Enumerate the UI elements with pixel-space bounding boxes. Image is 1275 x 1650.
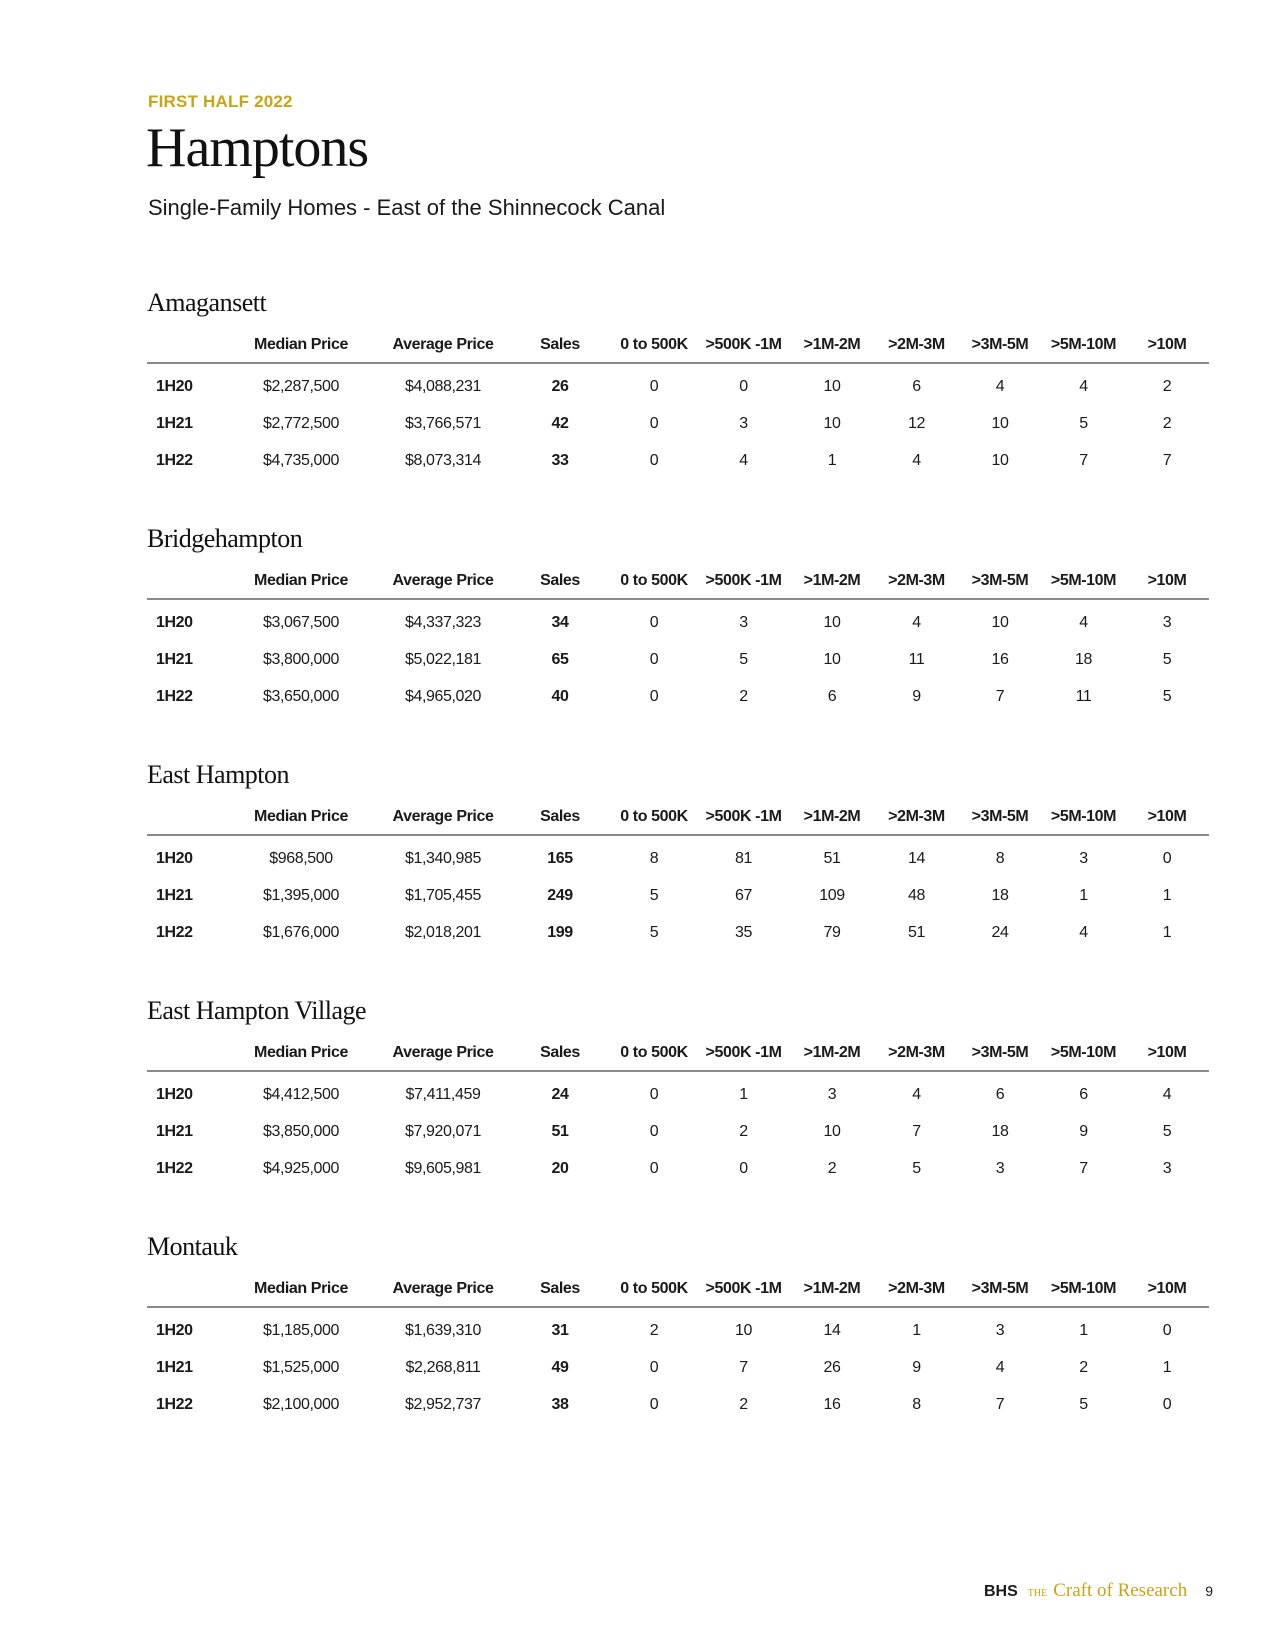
table-cell: 1H20 [156,377,193,395]
page-subtitle: Single-Family Homes - East of the Shinnecock Canal [148,195,666,220]
table-header-row [147,564,1209,599]
table-cell: 6 [995,1085,1005,1103]
table-cell: 51 [823,849,841,867]
column-header: >2M-3M [875,1036,958,1071]
column-header: Median Price [226,1272,376,1307]
column-header: >1M-2M [789,1272,875,1307]
table-cell: 7 [912,1122,921,1140]
section-montauk [147,1232,1212,1423]
table-cell: 18 [1075,650,1092,668]
table-cell: 38 [551,1395,569,1413]
table-cell: 10 [823,613,841,631]
table-header-row [147,1036,1209,1071]
column-header: Sales [510,1036,610,1071]
column-header: Sales [510,328,610,363]
table-row [147,363,1209,405]
table-cell: $1,525,000 [262,1358,340,1376]
table-cell: 4 [739,451,748,469]
table-cell: 10 [823,650,841,668]
table-cell: 0 [649,1358,659,1376]
table-cell: 6 [1079,1085,1088,1103]
table-cell: 1H22 [156,687,193,705]
table-row [147,405,1209,442]
table-header-row [147,328,1209,363]
column-header: >500K -1M [698,564,789,599]
column-header: >10M [1125,1272,1209,1307]
section-bridgehampton [147,524,1212,715]
table-cell: 1H22 [156,1395,193,1413]
table-cell: 1 [739,1085,748,1103]
table-cell: 1H22 [156,451,193,469]
table-cell: 18 [991,1122,1009,1140]
table-cell: $3,650,000 [262,687,340,705]
column-header: 0 to 500K [610,800,698,835]
table-cell: 1 [1162,886,1172,904]
table-cell: 10 [823,1122,841,1140]
table-cell: $7,411,459 [405,1085,481,1103]
table-cell: $4,925,000 [262,1159,340,1177]
table-cell: $4,735,000 [262,451,340,469]
table-cell: 12 [908,414,925,432]
section-title: Bridgehampton [147,524,303,553]
table-row [147,641,1209,678]
table-cell: 249 [547,886,573,904]
table-cell: 8 [649,849,659,867]
table-cell: 14 [823,1321,841,1339]
table-cell: 5 [649,886,659,904]
table-cell: 7 [1079,451,1088,469]
table-cell: 5 [1162,650,1172,668]
table-cell: $4,965,020 [404,687,482,705]
table-cell: 4 [912,451,921,469]
table-cell: 16 [991,650,1009,668]
table-cell: 10 [823,377,841,395]
table-cell: 199 [547,923,573,941]
table-cell: $3,800,000 [262,650,340,668]
table-cell: 6 [912,377,921,395]
table-cell: 1 [1162,923,1172,941]
table-cell: 1 [1079,1321,1088,1339]
table-cell: 5 [1079,414,1088,432]
column-header: >2M-3M [875,564,958,599]
table-cell: 3 [827,1085,837,1103]
table-row [147,914,1209,951]
table-cell: 0 [649,687,659,705]
table-cell: 2 [1162,414,1172,432]
table-cell: 0 [1162,1395,1172,1413]
table-cell: 9 [912,1358,921,1376]
table-cell: $1,395,000 [262,886,340,904]
column-header: Average Price [376,1036,510,1071]
section-title: Montauk [147,1232,238,1261]
table-cell: 1 [1162,1358,1172,1376]
table-row [147,1307,1209,1349]
table-cell: $3,067,500 [262,613,340,631]
table-cell: 7 [1162,451,1172,469]
table-cell: 2 [739,687,748,705]
table-row [147,1071,1209,1113]
table-cell: 0 [649,414,659,432]
table-cell: 0 [1162,849,1172,867]
table-cell: 0 [1162,1321,1172,1339]
column-header: Median Price [226,1036,376,1071]
column-header: Median Price [226,328,376,363]
table-cell: 9 [1079,1122,1088,1140]
table-cell: 1H20 [156,1321,193,1339]
table-cell: 42 [551,414,569,432]
table-cell: 2 [649,1321,659,1339]
column-header: Average Price [376,1272,510,1307]
column-header: >500K -1M [698,800,789,835]
column-header: >3M-5M [958,800,1042,835]
column-header: >1M-2M [789,328,875,363]
table-cell: 1H21 [156,650,193,668]
table-row [147,877,1209,914]
table-cell: 1 [912,1321,921,1339]
column-header: >500K -1M [698,328,789,363]
table-cell: 1H22 [156,1159,193,1177]
table-cell: 3 [739,613,748,631]
table-cell: 7 [739,1358,748,1376]
table-cell: 3 [1162,613,1172,631]
sales-table [147,800,1209,951]
table-cell: 10 [823,414,841,432]
table-cell: 51 [908,923,925,941]
table-cell: 7 [995,687,1005,705]
table-cell: 0 [649,613,659,631]
table-cell: $7,920,071 [404,1122,482,1140]
table-cell: 109 [819,886,845,904]
table-header-row [147,800,1209,835]
table-cell: 24 [991,923,1009,941]
table-cell: $8,073,314 [404,451,482,469]
table-cell: 1 [827,451,837,469]
table-cell: 5 [1079,1395,1088,1413]
table-cell: 14 [908,849,925,867]
table-cell: 26 [823,1358,841,1376]
table-row [147,1150,1209,1187]
column-header: >500K -1M [698,1272,789,1307]
table-cell: 51 [551,1122,569,1140]
table-cell: 2 [739,1395,748,1413]
table-cell: 24 [551,1085,569,1103]
column-header: >2M-3M [875,800,958,835]
column-header: >3M-5M [958,1272,1042,1307]
table-cell: 3 [1162,1159,1172,1177]
table-cell: 5 [1162,687,1172,705]
table-cell: $1,639,310 [404,1321,482,1339]
footer [984,1580,1213,1602]
table-cell: 26 [551,377,569,395]
table-cell: $2,268,811 [405,1358,481,1376]
table-cell: 16 [823,1395,841,1413]
table-cell: 2 [827,1159,837,1177]
table-cell: 0 [649,377,659,395]
section-east-hampton-village [147,996,1212,1187]
table-cell: $1,340,985 [404,849,482,867]
sales-table [147,328,1209,479]
column-header: 0 to 500K [610,564,698,599]
table-cell: $2,952,737 [404,1395,482,1413]
column-header: >3M-5M [958,328,1042,363]
column-header: >5M-10M [1042,1036,1125,1071]
sales-table [147,1272,1209,1423]
table-cell: 5 [1162,1122,1172,1140]
table-cell: 18 [991,886,1009,904]
table-cell: $1,185,000 [262,1321,340,1339]
table-cell: 5 [739,650,748,668]
table-cell: 4 [1079,923,1088,941]
table-cell: 4 [995,377,1005,395]
table-cell: 48 [908,886,925,904]
table-cell: 35 [735,923,752,941]
table-cell: 5 [649,923,659,941]
table-cell: 1H21 [156,414,193,432]
column-header: >10M [1125,328,1209,363]
column-header: >5M-10M [1042,328,1125,363]
column-header [147,328,226,363]
table-cell: $2,100,000 [262,1395,340,1413]
table-cell: $2,018,201 [404,923,482,941]
table-cell: 9 [912,687,921,705]
table-cell: 1 [1079,886,1088,904]
table-cell: 2 [1162,377,1172,395]
section-title: East Hampton Village [147,996,367,1025]
table-cell: 1H21 [156,886,193,904]
section-amagansett [147,288,1212,479]
column-header [147,800,226,835]
column-header: >5M-10M [1042,564,1125,599]
table-cell: 6 [827,687,837,705]
table-cell: $1,705,455 [404,886,482,904]
column-header: >1M-2M [789,1036,875,1071]
column-header: Median Price [226,564,376,599]
table-cell: $5,022,181 [404,650,482,668]
eyebrow-label: FIRST HALF 2022 [148,92,293,111]
column-header: Average Price [376,564,510,599]
table-cell: 4 [912,613,921,631]
column-header: Sales [510,800,610,835]
table-cell: 20 [551,1159,569,1177]
table-cell: $4,337,323 [404,613,482,631]
column-header: Sales [510,1272,610,1307]
table-cell: 0 [739,377,748,395]
column-header: 0 to 500K [610,1036,698,1071]
table-cell: 1H21 [156,1358,193,1376]
footer-brand: BHS [983,1583,1018,1600]
table-row [147,1386,1209,1423]
table-row [147,1113,1209,1150]
column-header: >1M-2M [789,564,875,599]
table-cell: 10 [991,613,1009,631]
table-cell: $1,676,000 [262,923,340,941]
table-cell: 11 [908,650,925,668]
section-title: East Hampton [147,760,290,789]
table-cell: $3,766,571 [404,414,482,432]
footer-tagline: Craft of Research [1053,1580,1188,1601]
column-header: >500K -1M [698,1036,789,1071]
table-row [147,678,1209,715]
table-cell: $2,772,500 [262,414,340,432]
table-cell: 0 [649,1395,659,1413]
table-cell: 31 [551,1321,569,1339]
column-header: Sales [510,564,610,599]
page-number: 9 [1205,1583,1213,1599]
column-header: >3M-5M [958,1036,1042,1071]
column-header [147,564,226,599]
sales-table [147,1036,1209,1187]
footer-the: THE [1027,1588,1048,1599]
table-cell: $9,605,981 [404,1159,482,1177]
table-cell: $3,850,000 [262,1122,340,1140]
table-cell: 34 [551,613,569,631]
table-cell: 4 [1079,613,1088,631]
table-cell: 0 [649,1085,659,1103]
table-cell: 0 [649,1122,659,1140]
table-cell: 49 [551,1358,569,1376]
table-cell: 1H21 [156,1122,193,1140]
table-cell: 3 [995,1321,1005,1339]
table-cell: 79 [823,923,841,941]
table-cell: 10 [991,451,1009,469]
column-header [147,1036,226,1071]
table-cell: 67 [735,886,752,904]
column-header [147,1272,226,1307]
table-cell: 10 [735,1321,752,1339]
table-cell: 1H22 [156,923,193,941]
table-cell: $4,088,231 [404,377,482,395]
table-row [147,835,1209,877]
column-header: >10M [1125,800,1209,835]
table-cell: 3 [1079,849,1088,867]
table-cell: 81 [735,849,752,867]
table-header-row [147,1272,1209,1307]
table-row [147,1349,1209,1386]
table-cell: 0 [649,650,659,668]
table-cell: $2,287,500 [262,377,340,395]
table-cell: 1H20 [156,613,193,631]
table-cell: 40 [551,687,569,705]
section-east-hampton [147,760,1212,951]
column-header: >1M-2M [789,800,875,835]
page-title: Hamptons [146,117,369,179]
column-header: >5M-10M [1042,1272,1125,1307]
column-header: >5M-10M [1042,800,1125,835]
table-cell: 11 [1075,687,1092,705]
table-cell: 4 [1162,1085,1172,1103]
table-cell: 7 [1079,1159,1088,1177]
table-cell: $968,500 [269,849,333,867]
table-cell: 8 [912,1395,921,1413]
table-cell: 10 [991,414,1009,432]
table-cell: $4,412,500 [262,1085,340,1103]
column-header: Average Price [376,800,510,835]
column-header: 0 to 500K [610,1272,698,1307]
column-header: Average Price [376,328,510,363]
table-cell: 2 [1079,1358,1088,1376]
table-cell: 0 [739,1159,748,1177]
table-cell: 33 [551,451,569,469]
table-cell: 3 [739,414,748,432]
table-cell: 0 [649,451,659,469]
table-cell: 4 [995,1358,1005,1376]
table-cell: 65 [551,650,569,668]
table-cell: 2 [739,1122,748,1140]
table-row [147,599,1209,641]
sales-table [147,564,1209,715]
table-cell: 0 [649,1159,659,1177]
column-header: >2M-3M [875,328,958,363]
table-row [147,442,1209,479]
table-cell: 4 [1079,377,1088,395]
table-cell: 7 [995,1395,1005,1413]
table-cell: 3 [995,1159,1005,1177]
section-title: Amagansett [147,288,267,317]
column-header: >2M-3M [875,1272,958,1307]
column-header: Median Price [226,800,376,835]
table-cell: 165 [547,849,573,867]
table-cell: 4 [912,1085,921,1103]
table-cell: 1H20 [156,1085,193,1103]
column-header: 0 to 500K [610,328,698,363]
column-header: >10M [1125,1036,1209,1071]
column-header: >3M-5M [958,564,1042,599]
column-header: >10M [1125,564,1209,599]
table-cell: 8 [995,849,1005,867]
table-cell: 1H20 [156,849,193,867]
table-cell: 5 [912,1159,921,1177]
